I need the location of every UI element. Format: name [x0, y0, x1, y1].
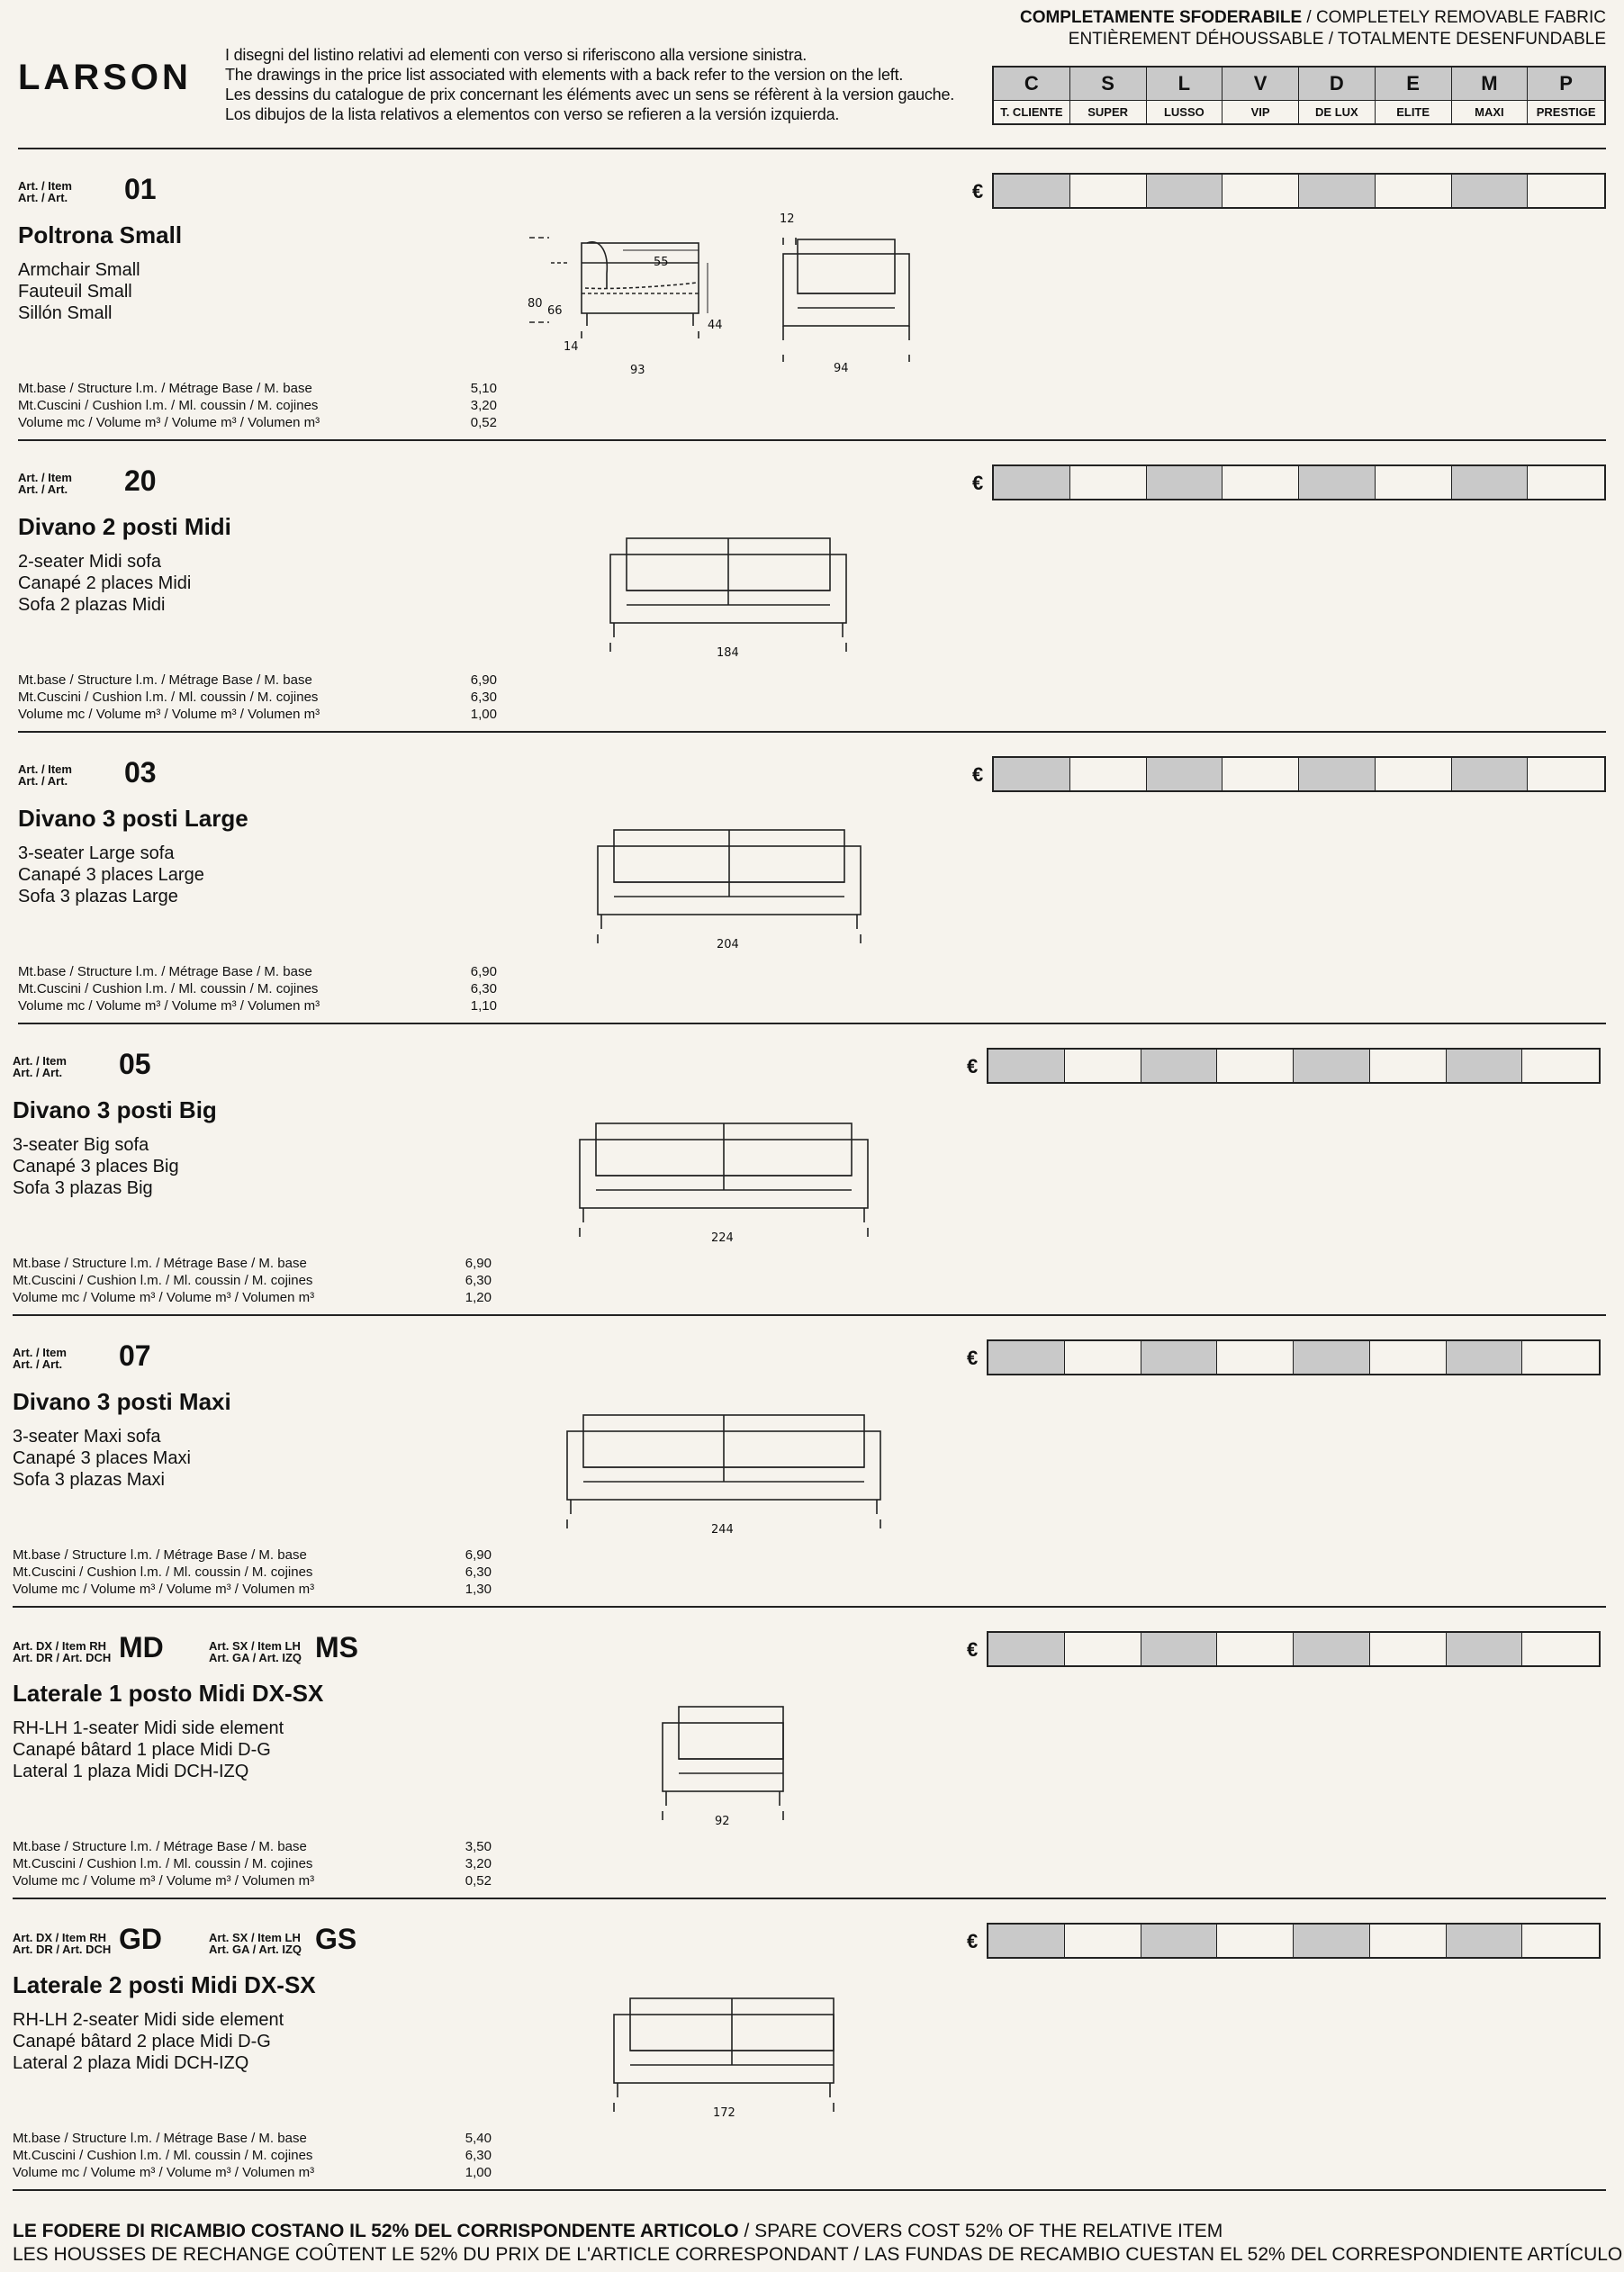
category-code: L [1147, 68, 1223, 101]
euro-symbol: € [967, 1347, 979, 1369]
category-name: LUSSO [1163, 105, 1204, 119]
category-name: PRESTIGE [1536, 105, 1596, 119]
art-label: Art. / Item Art. / Art. [13, 1054, 67, 1079]
euro-symbol: € [972, 180, 984, 203]
spec-values: 5,40 6,30 1,00 [465, 2131, 492, 2180]
dim-width: 172 [713, 2106, 735, 2120]
category-name: VIP [1250, 105, 1270, 119]
category-l [1147, 68, 1223, 123]
spec-values: 3,50 3,20 0,52 [465, 1839, 492, 1889]
category-m [1452, 68, 1529, 123]
dim-arm: 12 [780, 212, 795, 226]
category-code: E [1376, 68, 1451, 101]
item-section-01 [0, 149, 1624, 441]
side-element-drawing [661, 1703, 787, 1834]
price-grid [992, 173, 1606, 209]
spec-values: 6,90 6,30 1,20 [465, 1256, 492, 1305]
footer-note [13, 2220, 1622, 2267]
category-code: S [1070, 68, 1146, 101]
sofa-front-drawing [578, 1120, 870, 1250]
item-section-03 [0, 733, 1624, 1024]
dim-width: 244 [711, 1523, 734, 1537]
spec-values: 6,90 6,30 1,10 [470, 964, 497, 1014]
sofa-front-drawing [609, 535, 848, 665]
spec-labels: Mt.base / Structure l.m. / Métrage Base / M. base Mt.Cuscini / Cushion l.m. / Ml. coussin / M. cojines Volume mc / Volume m³ / Volume m³ / Volumen m³ [18, 381, 320, 430]
art-label-rh: Art. DX / Item RH Art. DR / Art. DCH [13, 1639, 112, 1664]
spec-values: 6,90 6,30 1,00 [470, 672, 497, 722]
item-title: Divano 3 posti Maxi [13, 1388, 231, 1415]
category-v [1223, 68, 1299, 123]
art-code-rh: MD [119, 1631, 164, 1663]
spec-values: 6,90 6,30 1,30 [465, 1547, 492, 1597]
item-subtitles: 2-seater Midi sofa Canapé 2 places Midi Sofa 2 plazas Midi [18, 552, 192, 615]
art-code: 20 [124, 464, 157, 497]
euro-symbol: € [972, 763, 984, 786]
art-label: Art. / Item Art. / Art. [18, 762, 72, 788]
category-e [1376, 68, 1452, 123]
item-subtitles: Armchair Small Fauteuil Small Sillón Small [18, 260, 140, 323]
dim-side-depth: 93 [630, 364, 645, 377]
price-grid [987, 1923, 1601, 1959]
disclaimer-fr: Les dessins du catalogue de prix concernant les éléments avec un sens se réfèrent à la version gauche. [225, 86, 955, 104]
dim-width: 184 [717, 646, 739, 660]
item-title: Divano 2 posti Midi [18, 513, 231, 540]
art-label: Art. / Item Art. / Art. [18, 179, 72, 204]
dim-leg: 14 [564, 340, 579, 354]
art-code: 07 [119, 1339, 151, 1372]
price-grid [987, 1048, 1601, 1084]
art-label-lh: Art. SX / Item LH Art. GA / Art. IZQ [209, 1639, 302, 1664]
art-code-lh: MS [315, 1631, 358, 1663]
spec-labels: Mt.base / Structure l.m. / Métrage Base / M. base Mt.Cuscini / Cushion l.m. / Ml. coussin / M. cojines Volume mc / Volume m³ / Volume m³ / Volumen m³ [18, 672, 320, 722]
spec-labels: Mt.base / Structure l.m. / Métrage Base / M. base Mt.Cuscini / Cushion l.m. / Ml. coussin / M. cojines Volume mc / Volume m³ / Volume m³ / Volumen m³ [13, 1256, 315, 1305]
art-code: 01 [124, 173, 157, 205]
art-label: Art. / Item Art. / Art. [13, 1346, 67, 1371]
dim-width: 204 [717, 938, 739, 951]
art-code: 03 [124, 756, 157, 789]
euro-symbol: € [972, 472, 984, 494]
item-section-md-ms [0, 1608, 1624, 1899]
footer-bold: LE FODERE DI RICAMBIO COSTANO IL 52% DEL CORRISPONDENTE ARTICOLO [13, 2221, 739, 2241]
category-name: DE LUX [1315, 105, 1358, 119]
art-code: 05 [119, 1048, 151, 1080]
item-title: Divano 3 posti Big [13, 1096, 217, 1123]
disclaimer-en: The drawings in the price list associated with elements with a back refer to the version on the left. [225, 66, 904, 84]
category-name: MAXI [1475, 105, 1504, 119]
brand-logo: LARSON [18, 58, 192, 97]
item-subtitles: 3-seater Large sofa Canapé 3 places Large Sofa 3 plazas Large [18, 843, 204, 906]
category-code: C [994, 68, 1069, 101]
disclaimer-it: I disegni del listino relativi ad elementi con verso si riferiscono alla versione sinistra. [225, 46, 807, 64]
side-element-drawing [612, 1995, 837, 2125]
spec-labels: Mt.base / Structure l.m. / Métrage Base / M. base Mt.Cuscini / Cushion l.m. / Ml. coussin / M. cojines Volume mc / Volume m³ / Volume m³ / Volumen m³ [13, 2131, 315, 2180]
item-title: Laterale 1 posto Midi DX-SX [13, 1680, 324, 1707]
category-code: V [1223, 68, 1298, 101]
category-name: T. CLIENTE [1000, 105, 1063, 119]
spec-labels: Mt.base / Structure l.m. / Métrage Base / M. base Mt.Cuscini / Cushion l.m. / Ml. coussin / M. cojines Volume mc / Volume m³ / Volume m³ / Volumen m³ [13, 1547, 315, 1597]
section-divider [13, 2189, 1606, 2191]
euro-symbol: € [967, 1930, 979, 1952]
fabric-note-line2: ENTIÈREMENT DÉHOUSSABLE / TOTALMENTE DESENFUNDABLE [1068, 30, 1606, 49]
euro-symbol: € [967, 1055, 979, 1077]
item-section-20 [0, 441, 1624, 733]
category-code: D [1299, 68, 1375, 101]
price-grid [987, 1631, 1601, 1667]
item-title: Divano 3 posti Large [18, 805, 248, 832]
euro-symbol: € [967, 1638, 979, 1661]
item-title: Laterale 2 posti Midi DX-SX [13, 1971, 316, 1998]
disclaimer [225, 45, 954, 124]
dim-width: 92 [715, 1815, 730, 1828]
category-name: ELITE [1396, 105, 1430, 119]
item-subtitles: RH-LH 2-seater Midi side element Canapé bâtard 2 place Midi D-G Lateral 2 plaza Midi DCH-IZQ [13, 2010, 284, 2073]
item-section-05 [0, 1024, 1624, 1316]
item-subtitles: 3-seater Maxi sofa Canapé 3 places Maxi Sofa 3 plazas Maxi [13, 1427, 191, 1490]
spec-labels: Mt.base / Structure l.m. / Métrage Base / M. base Mt.Cuscini / Cushion l.m. / Ml. coussin / M. cojines Volume mc / Volume m³ / Volume m³ / Volumen m³ [13, 1839, 315, 1889]
dim-width: 224 [711, 1231, 734, 1245]
fabric-note-rest: / COMPLETELY REMOVABLE FABRIC [1302, 8, 1606, 27]
fabric-note [1020, 7, 1606, 50]
art-label-lh: Art. SX / Item LH Art. GA / Art. IZQ [209, 1931, 302, 1956]
armchair-front-drawing [774, 212, 918, 384]
price-grid [992, 464, 1606, 500]
category-code: M [1452, 68, 1528, 101]
category-name: SUPER [1087, 105, 1129, 119]
art-label-rh: Art. DX / Item RH Art. DR / Art. DCH [13, 1931, 112, 1956]
dim-height-total: 80 [528, 297, 543, 311]
art-code-lh: GS [315, 1923, 357, 1955]
disclaimer-es: Los dibujos de la lista relativos a elementos con verso se refieren a la versión izquierda. [225, 105, 840, 123]
price-grid [992, 756, 1606, 792]
footer-rest: / SPARE COVERS COST 52% OF THE RELATIVE ITEM [738, 2221, 1223, 2241]
art-code-rh: GD [119, 1923, 162, 1955]
category-d [1299, 68, 1376, 123]
item-section-gd-gs [0, 1899, 1624, 2191]
spec-labels: Mt.base / Structure l.m. / Métrage Base / M. base Mt.Cuscini / Cushion l.m. / Ml. coussin / M. cojines Volume mc / Volume m³ / Volume m³ / Volumen m³ [18, 964, 320, 1014]
art-label: Art. / Item Art. / Art. [18, 471, 72, 496]
category-code: P [1528, 68, 1604, 101]
fabric-category-legend [992, 66, 1606, 125]
sofa-front-drawing [565, 1411, 882, 1542]
item-section-07 [0, 1316, 1624, 1608]
category-p [1528, 68, 1604, 123]
dim-seat-depth: 55 [654, 256, 669, 269]
price-grid [987, 1339, 1601, 1375]
fabric-note-bold: COMPLETAMENTE SFODERABILE [1019, 8, 1303, 27]
sofa-front-drawing [596, 826, 862, 957]
category-c [994, 68, 1070, 123]
dim-seat-height: 44 [708, 319, 723, 332]
spec-values: 5,10 3,20 0,52 [470, 381, 497, 430]
item-subtitles: RH-LH 1-seater Midi side element Canapé bâtard 1 place Midi D-G Lateral 1 plaza Midi DCH-IZQ [13, 1718, 284, 1781]
dim-front-width: 94 [834, 362, 849, 375]
footer-line2: LES HOUSSES DE RECHANGE COÛTENT LE 52% DU PRIX DE L'ARTICLE CORRESPONDANT / LAS FUNDAS DE RECAMBIO CUESTAN EL 52% DEL CORRESPONDIENTE ARTÍCULO [13, 2244, 1623, 2265]
item-title: Poltrona Small [18, 221, 183, 248]
category-s [1070, 68, 1147, 123]
armchair-side-drawing [522, 218, 738, 384]
item-subtitles: 3-seater Big sofa Canapé 3 places Big Sofa 3 plazas Big [13, 1135, 179, 1198]
dim-height-back: 66 [547, 304, 563, 318]
